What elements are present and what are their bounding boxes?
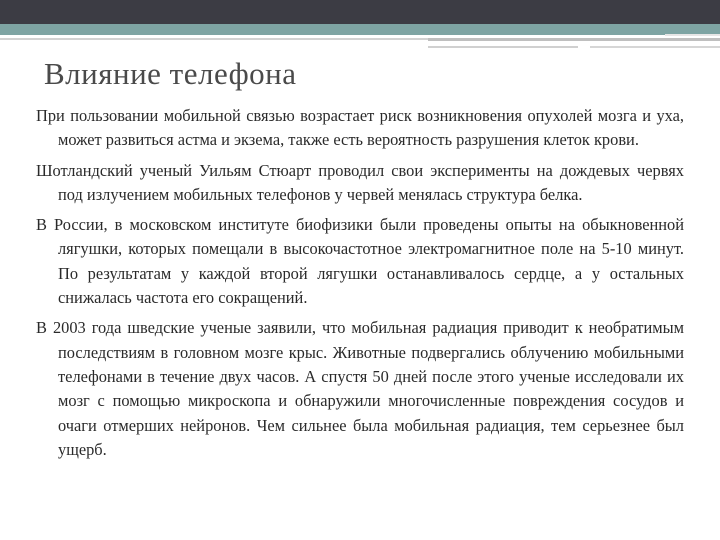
paragraph-frog-experiment: В России, в московском институте биофизики были проведены опыты на обыкновенной лягушки, которых помещали в высокочастотное электромагнитное поле на 5-10 минут. По результатам у каждой второй лягушки останавливалось сердце, а у остальных снижалась частота его сокращений. [36,215,684,308]
header-rule-short [428,46,578,48]
paragraph-worm-experiment: Шотландский ученый Уильям Стюарт проводил свои эксперименты на дождевых червях под излучением мобильных телефонов у червей менялась структура белка. [36,160,684,204]
paragraph-health-risks: При пользовании мобильной связью возрастает риск возникновения опухолей мозга и уха, может развиться астма и экзема, также есть вероятность разрушения клеток крови. [36,106,684,150]
header-dark-band [0,0,720,24]
header-rule-highlight [665,34,720,36]
slide-title: Влияние телефона [44,56,297,91]
slide-body [36,104,684,468]
header-teal-band [0,24,720,35]
header-rule-right [590,46,720,48]
paragraph-rat-study: В 2003 года шведские ученые заявили, что мобильная радиация приводит к необратимым последствиям в головном мозге крыс. Животные подвергались облучению мобильными телефонами в течение двух часов. А спустя 50 дней после этого ученые исследовали их мозг с помощью микроскопа и обнаружили многочисленные повреждения сосудов и очаги отмерших нейронов. Чем сильнее была мобильная радиация, тем серьезнее был ущерб. [36,318,684,459]
header-rule-accent [428,38,720,41]
